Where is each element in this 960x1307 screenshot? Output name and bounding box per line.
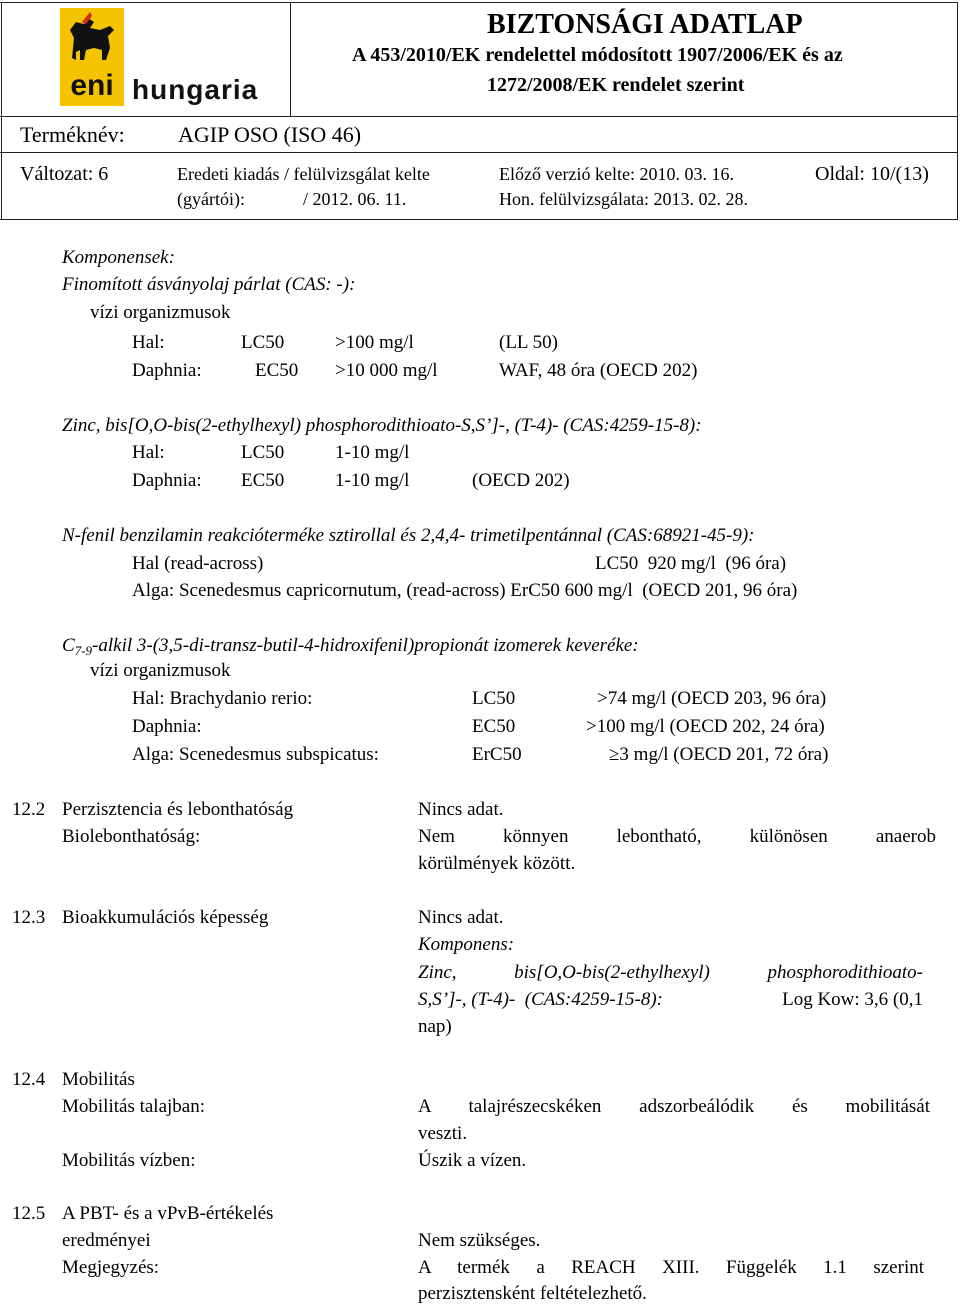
- c2-row-2-value: 1-10 mg/l: [335, 470, 410, 491]
- c4-name-sub: 7-9: [74, 643, 93, 658]
- components-heading: Komponensek:: [62, 247, 175, 268]
- c1-row-2-test: EC50: [255, 360, 299, 381]
- c1-row-1-value: >100 mg/l: [335, 332, 414, 353]
- c3-row-1-organism: Hal (read-across): [132, 553, 264, 574]
- header-logo-separator: [290, 2, 291, 116]
- component-1-group: vízi organizmusok: [90, 302, 231, 323]
- component-2-name: Zinc, bis[O,O-bis(2-ethylhexyl) phosphorodithioato-S,S’]-, (T-4)- (CAS:4259-15-8):: [62, 415, 702, 436]
- regulation-line-1: A 453/2010/EK rendelettel módosított 1907/2006/EK és az: [352, 44, 843, 66]
- component-1-name: Finomított ásványolaj párlat (CAS: -):: [62, 274, 356, 295]
- section-12-5-title-line-1: A PBT- és a vPvB-értékelés: [62, 1203, 274, 1224]
- section-12-4-title: Mobilitás: [62, 1069, 135, 1090]
- c4-row-1-value: >74 mg/l (OECD 203, 96 óra): [597, 688, 827, 709]
- c1-row-1-note: (LL 50): [499, 332, 558, 353]
- document-header: [0, 0, 960, 222]
- c1-row-1-organism: Hal:: [132, 332, 165, 353]
- soil-mobility-label: Mobilitás talajban:: [62, 1096, 206, 1117]
- eni-logo: [60, 8, 259, 112]
- document-title: BIZTONSÁGI ADATLAP: [487, 9, 803, 40]
- section-12-3-number: 12.3: [12, 907, 46, 928]
- c4-row-1-organism: Hal: Brachydanio rerio:: [132, 688, 313, 709]
- dog-logo-icon: [60, 8, 124, 72]
- note-line-2: perzisztensként feltételezhető.: [418, 1283, 647, 1304]
- c1-row-2-value: >10 000 mg/l: [335, 360, 438, 381]
- soil-mobility-line-2: veszti.: [418, 1123, 468, 1144]
- c4-row-1-test: LC50: [472, 688, 516, 709]
- section-12-2-number: 12.2: [12, 799, 46, 820]
- soil-mobility-line-1: A talajrészecskéken adszorbeálódik és mobilitását: [418, 1096, 930, 1117]
- section-12-5-value: Nem szükséges.: [418, 1230, 541, 1251]
- bioaccum-component-line-1: Zinc, bis[O,O-bis(2-ethylhexyl) phosphorodithioato-: [418, 962, 923, 983]
- c2-row-1-organism: Hal:: [132, 442, 165, 463]
- section-12-2-title: Perzisztencia és lebonthatóság: [62, 799, 294, 820]
- header-divider-2: [0, 152, 958, 153]
- c2-row-1-value: 1-10 mg/l: [335, 442, 410, 463]
- biodegradability-line-2: körülmények között.: [418, 853, 576, 874]
- component-4-group: vízi organizmusok: [90, 660, 231, 681]
- biodegradability-label: Biolebonthatóság:: [62, 826, 201, 847]
- c3-row-1-value: LC50 920 mg/l (96 óra): [595, 553, 787, 574]
- c4-name-prefix: C: [62, 635, 75, 656]
- c2-row-2-organism: Daphnia:: [132, 470, 202, 491]
- c1-row-1-test: LC50: [241, 332, 285, 353]
- hungarian-review-date: Hon. felülvizsgálata: 2013. 02. 28.: [499, 189, 748, 209]
- original-issue-label: Eredeti kiadás / felülvizsgálat kelte: [177, 164, 430, 184]
- bioaccum-component-line-2: [418, 989, 923, 1011]
- regulation-line-2: 1272/2008/EK rendelet szerint: [487, 74, 745, 96]
- section-12-5-title-line-2: eredményei: [62, 1230, 151, 1251]
- original-issue-date: / 2012. 06. 11.: [303, 189, 407, 209]
- eni-wordmark: eni: [60, 68, 124, 106]
- biodegradability-line-1: Nem könnyen lebontható, különösen anaerob: [418, 826, 936, 847]
- version: Változat: 6: [20, 163, 109, 185]
- note-line-1: A termék a REACH XIII. Függelék 1.1 szerint: [418, 1257, 924, 1278]
- component-3-name: N-fenil benzilamin reakcióterméke sztirollal és 2,4,4- trimetilpentánnal (CAS:68921-45-9):: [62, 525, 755, 546]
- hungaria-wordmark: hungaria: [132, 74, 259, 105]
- water-mobility-label: Mobilitás vízben:: [62, 1150, 196, 1171]
- section-12-4-number: 12.4: [12, 1069, 46, 1090]
- component-4-name: [62, 635, 639, 662]
- bioaccum-component-cas: S,S’]-, (T-4)- (CAS:4259-15-8):: [418, 989, 664, 1010]
- c4-row-3-value: ≥3 mg/l (OECD 201, 72 óra): [609, 744, 829, 765]
- c2-row-1-test: LC50: [241, 442, 285, 463]
- c4-row-3-test: ErC50: [472, 744, 522, 765]
- c4-name-rest: -alkil 3-(3,5-di-transz-butil-4-hidroxifenil)propionát izomerek keveréke:: [92, 635, 639, 656]
- c4-row-2-test: EC50: [472, 716, 516, 737]
- bioaccum-component-line-3: nap): [418, 1016, 452, 1037]
- header-divider: [0, 116, 958, 117]
- header-top-border: [0, 2, 958, 3]
- previous-version-date: Előző verzió kelte: 2010. 03. 16.: [499, 164, 734, 184]
- section-12-2-value: Nincs adat.: [418, 799, 504, 820]
- log-kow-value: Log Kow: 3,6 (0,1: [782, 989, 923, 1010]
- c1-row-2-note: WAF, 48 óra (OECD 202): [499, 360, 698, 381]
- page-number: Oldal: 10/(13): [815, 163, 929, 185]
- product-name: AGIP OSO (ISO 46): [178, 122, 362, 147]
- original-issue-label-2: (gyártói):: [177, 189, 245, 209]
- note-label: Megjegyzés:: [62, 1257, 160, 1278]
- c2-row-2-note: (OECD 202): [472, 470, 570, 491]
- section-12-3-value: Nincs adat.: [418, 907, 504, 928]
- c4-row-2-organism: Daphnia:: [132, 716, 202, 737]
- c3-row-2: Alga: Scenedesmus capricornutum, (read-across) ErC50 600 mg/l (OECD 201, 96 óra): [132, 580, 798, 601]
- component-label: Komponens:: [418, 934, 515, 955]
- header-left-border: [1, 2, 2, 219]
- section-12-5-number: 12.5: [12, 1203, 46, 1224]
- c1-row-2-organism: Daphnia:: [132, 360, 202, 381]
- c4-row-2-value: >100 mg/l (OECD 202, 24 óra): [586, 716, 825, 737]
- header-bottom-border: [0, 219, 958, 220]
- water-mobility-value: Úszik a vízen.: [418, 1150, 527, 1171]
- section-12-3-title: Bioakkumulációs képesség: [62, 907, 269, 928]
- c4-row-3-organism: Alga: Scenedesmus subspicatus:: [132, 744, 379, 765]
- header-right-border: [957, 2, 958, 219]
- c2-row-2-test: EC50: [241, 470, 285, 491]
- product-label: Terméknév:: [20, 122, 125, 147]
